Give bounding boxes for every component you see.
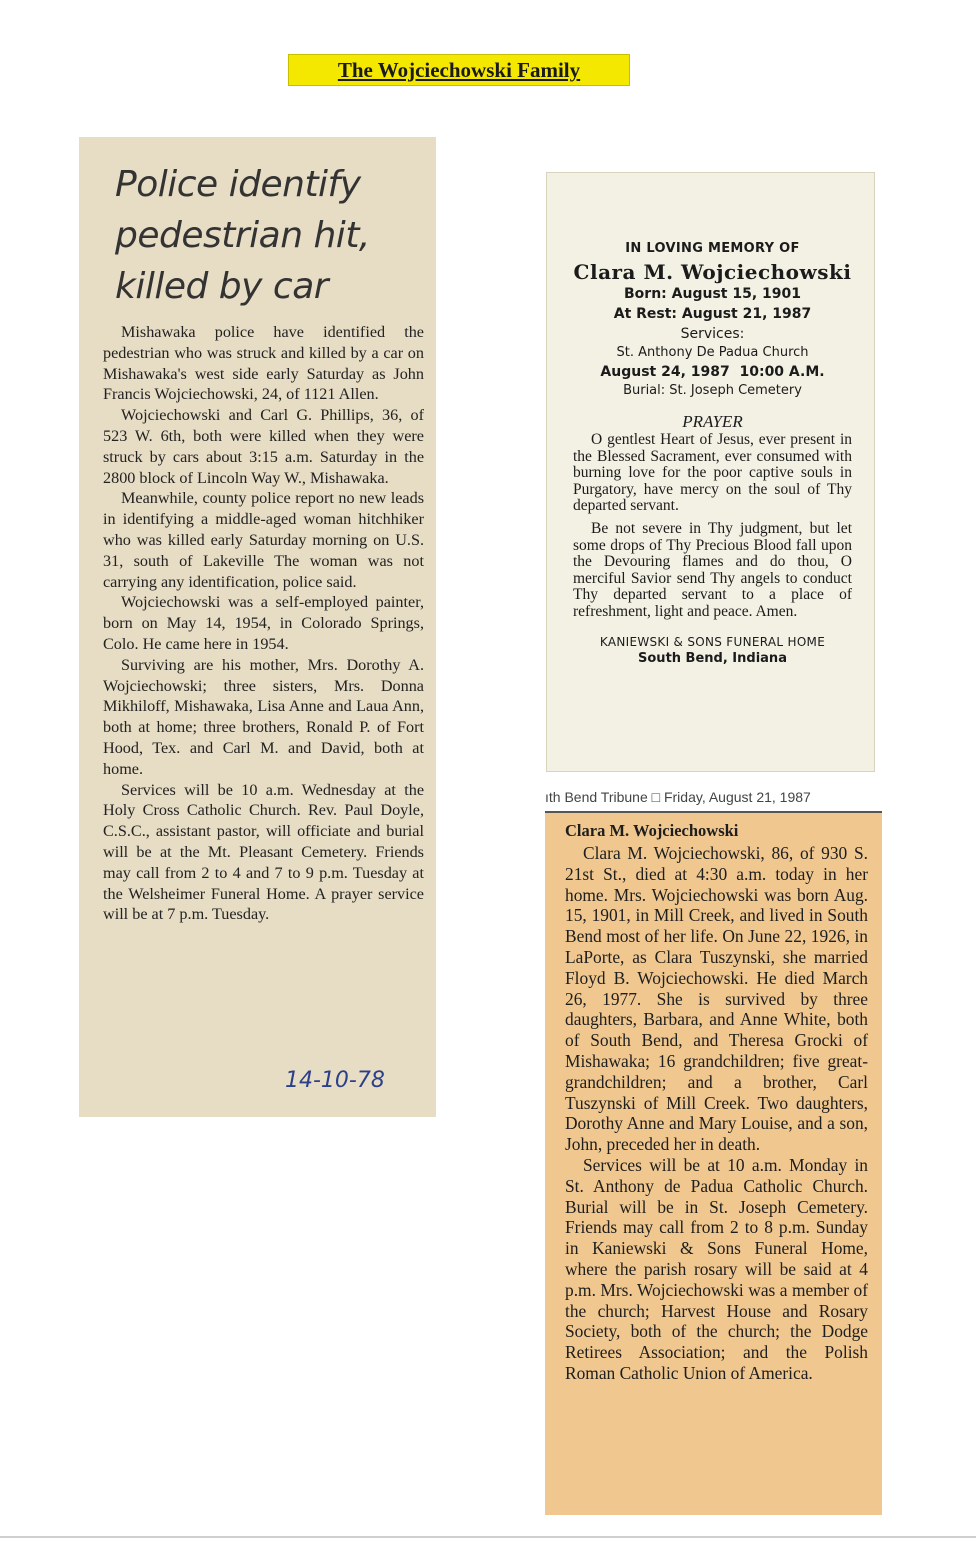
headline-line: pedestrian hit, — [115, 215, 370, 256]
church-name: St. Anthony De Padua Church — [616, 345, 809, 360]
deceased-name: Clara M. Wojciechowski — [573, 260, 852, 284]
headline-line: Police identify — [115, 164, 361, 205]
obituary-headline: Clara M. Wojciechowski — [565, 821, 739, 840]
headline-line: killed by car — [115, 266, 329, 307]
article-body — [103, 322, 424, 925]
rest-date: At Rest: August 21, 1987 — [613, 306, 812, 322]
service-datetime: August 24, 1987 10:00 A.M. — [600, 364, 825, 380]
obituary-clipping — [545, 783, 882, 1515]
obituary-body — [545, 813, 882, 1384]
article-paragraph: Meanwhile, county police report no new leads in identifying a middle-aged woman hitchhiker who was killed early Saturday morning on U.S. 31, south of Lakeville The woman was not carrying any identification, police said. — [103, 489, 424, 591]
memorial-heading: IN LOVING MEMORY OF — [625, 241, 800, 256]
newspaper-masthead: ıth Bend Tribune □ Friday, August 21, 1987 — [545, 783, 882, 813]
news-clipping-pedestrian — [79, 137, 436, 1117]
article-paragraph: Services will be 10 a.m. Wednesday at the Holy Cross Catholic Church. Rev. Paul Doyle, C.S.C., assistant pastor, will officiate and burial will be at the Mt. Pleasant Cemetery. Friends may call from 2 to 4 and 7 to 9 p.m. Tuesday at the Welsheimer Funeral Home. A prayer service will be at 7 p.m. Tuesday. — [103, 780, 424, 924]
article-paragraph: Surviving are his mother, Mrs. Dorothy A. Wojciechowski; three sisters, Mrs. Donna Mikhiloff, Mishawaka, Lisa Anne and Laua Ann, both at home; three brothers, Ronald P. of Fort Hood, Tex. and Carl M. and David, both at home. — [103, 655, 424, 778]
prayer-paragraph: Be not severe in Thy judgment, but let some drops of Thy Precious Blood fall upon the Devouring flames and do thou, O merciful Savior send Thy angels to conduct Thy departed servant to a place of refreshment, light and peace. Amen. — [573, 519, 852, 620]
handwritten-date: 14-10-78 — [285, 1068, 385, 1093]
page-title: The Wojciechowski Family — [288, 54, 630, 86]
article-paragraph: Mishawaka police have identified the pedestrian who was struck and killed by a car on Mishawaka's west side early Saturday as John Francis Wojciechowski, 24, of 1121 Allen. — [103, 323, 424, 404]
prayer-text — [573, 432, 852, 621]
services-label: Services: — [680, 326, 745, 342]
obituary-paragraph: Clara M. Wojciechowski, 86, of 930 S. 21st St., died at 4:30 a.m. today in her home. Mrs. Wojciechowski was born Aug. 15, 1901, in Mill Creek, and lived in South Bend most of her life. On June 22, 1926, in LaPorte, as Clara Tuszynski, she married Floyd B. Wojciechowski. He died March 26, 1977. She is survived by three daughters, Barbara, and Anne White, both of South Bend, and Theresa Grocki of Mishawaka; 16 grandchildren; five great-grandchildren; and a brother, Carl Tuszynski of Mill Creek. Two daughters, Dorothy Anne and Mary Louise, and a son, John, preceded her in death. — [565, 843, 868, 1155]
article-paragraph: Wojciechowski and Carl G. Phillips, 36, of 523 W. 6th, both were killed when they were struck by cars about 3:15 a.m. Saturday in the 2800 block of Lincoln Way W., Mishawaka. — [103, 406, 424, 487]
funeral-home-location: South Bend, Indiana — [638, 650, 787, 666]
burial-info: Burial: St. Joseph Cemetery — [623, 383, 802, 398]
memorial-card — [546, 172, 875, 772]
prayer-title: PRAYER — [682, 412, 743, 431]
born-date: Born: August 15, 1901 — [624, 286, 801, 302]
prayer-paragraph: O gentlest Heart of Jesus, ever present in the Blessed Sacrament, ever consumed with burning love for the poor captive souls in Purgatory, have mercy on the soul of Thy departed servant. — [573, 431, 852, 515]
page-bottom-divider — [0, 1536, 976, 1538]
obituary-paragraph: Services will be at 10 a.m. Monday in St. Anthony de Padua Catholic Church. Burial will be in St. Joseph Cemetery. Friends may call from 2 to 8 p.m. Sunday in Kaniewski & Sons Funeral Home, where the parish rosary will be said at 4 p.m. Mrs. Wojciechowski was a member of the church; Harvest House and Rosary Society, both of the church; the Dodge Retirees Association; and the Polish Roman Catholic Union of America. — [565, 1154, 868, 1383]
funeral-home-name: KANIEWSKI & SONS FUNERAL HOME — [599, 634, 826, 649]
article-paragraph: Wojciechowski was a self-employed painter, born on May 14, 1954, in Colorado Springs, Colo. He came here in 1954. — [103, 593, 424, 653]
article-headline — [115, 159, 424, 312]
